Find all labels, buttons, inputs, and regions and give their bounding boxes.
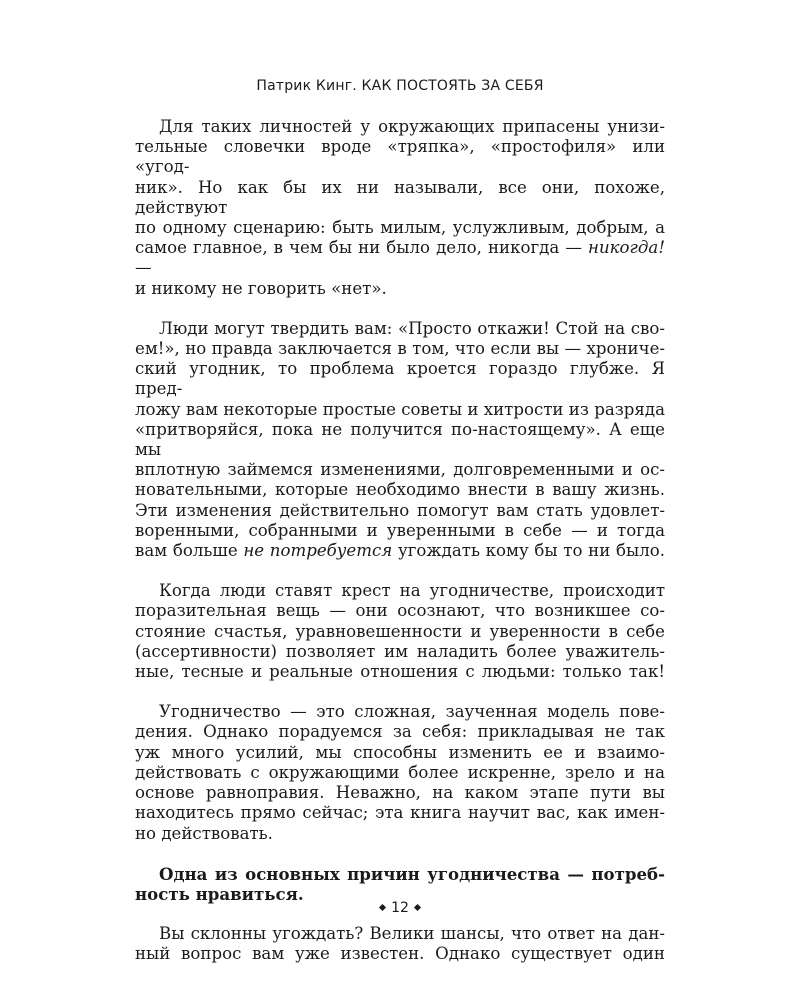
page-footer	[0, 900, 800, 916]
text-line: Для таких личностей у окружающих припасены унизи-	[159, 117, 665, 136]
paragraph-5	[135, 924, 665, 964]
text-line: ем!», но правда заключается в том, что если вы — хрониче-	[135, 339, 665, 359]
text-line: Люди могут твердить вам: «Просто откажи! Стой на сво-	[159, 318, 665, 338]
text-line: ные, тесные и реальные отношения с людьми: только так!	[135, 662, 665, 682]
text-line: но действовать.	[135, 823, 273, 843]
diamond-ornament-icon	[414, 903, 421, 910]
text-line: ный вопрос вам уже известен. Однако существует один	[135, 944, 665, 964]
text-line: поразительная вещь — они осознают, что возникшее со-	[135, 601, 665, 621]
text-line: дения. Однако порадуемся за себя: прикладывая не так	[135, 722, 665, 742]
text-line: вплотную займемся изменениями, долговременными и ос-	[135, 460, 665, 480]
text-line: и никому не говорить «нет».	[135, 278, 387, 298]
text-line: (ассертивности) позволяет им наладить более уважитель-	[135, 641, 665, 661]
paragraph-2	[135, 319, 665, 561]
text-line: Вы склонны угождать? Велики шансы, что ответ на дан-	[159, 924, 665, 944]
paragraph-4	[135, 702, 665, 843]
text-line: «притворяйся, пока не получится по-настоящему». А еще мы	[135, 419, 665, 460]
page-number: 12	[391, 900, 409, 916]
text-line: новательными, которые необходимо внести в вашу жизнь.	[135, 480, 665, 500]
text-line: уж много усилий, мы способны изменить ее и взаимо-	[135, 742, 665, 762]
text-line: находитесь прямо сейчас; эта книга научит вас, как имен-	[135, 803, 665, 823]
text-line: Когда люди ставят крест на угодничестве, происходит	[159, 581, 665, 601]
text-line: ник». Но как бы их ни называли, все они, похоже, действуют	[135, 177, 665, 217]
text-line: основе равноправия. Неважно, на каком этапе пути вы	[135, 783, 665, 803]
section-heading	[135, 864, 665, 904]
running-head: Патрик Кинг. КАК ПОСТОЯТЬ ЗА СЕБЯ	[256, 78, 544, 94]
heading-line: ность нравиться.	[135, 883, 304, 904]
emphasis: не потребуется	[243, 541, 393, 561]
text-line: Эти изменения действительно помогут вам стать удовлет-	[135, 500, 665, 520]
text-line: действовать с окружающими более искренне, зрело и на	[135, 762, 665, 782]
text-line: ский угодник, то проблема кроется гораздо глубже. Я пред-	[135, 359, 665, 399]
text-line: тельные словечки вроде «тряпка», «простофиля» или «угод-	[135, 137, 665, 177]
text-line: ложу вам некоторые простые советы и хитрости из разряда	[135, 399, 665, 419]
text-line: по одному сценарию: быть милым, услужливым, добрым, а	[135, 218, 665, 238]
paragraph-1	[135, 117, 665, 299]
text-line: Угодничество — это сложная, заученная модель пове-	[159, 702, 665, 722]
text-line: вам больше не потребуется угождать кому бы то ни было.	[135, 541, 665, 561]
diamond-ornament-icon	[379, 903, 386, 910]
paragraph-3	[135, 581, 665, 682]
text-line: воренными, собранными и уверенными в себе — и тогда	[135, 520, 665, 540]
text-line: самое главное, в чем бы ни было дело, никогда — никогда! —	[135, 238, 665, 278]
text-line: стояние счастья, уравновешенности и уверенности в себе	[135, 621, 665, 641]
body-text	[135, 117, 665, 965]
heading-line: Одна из основных причин угодничества — потреб-	[159, 863, 665, 884]
emphasis: никогда!	[588, 238, 665, 258]
